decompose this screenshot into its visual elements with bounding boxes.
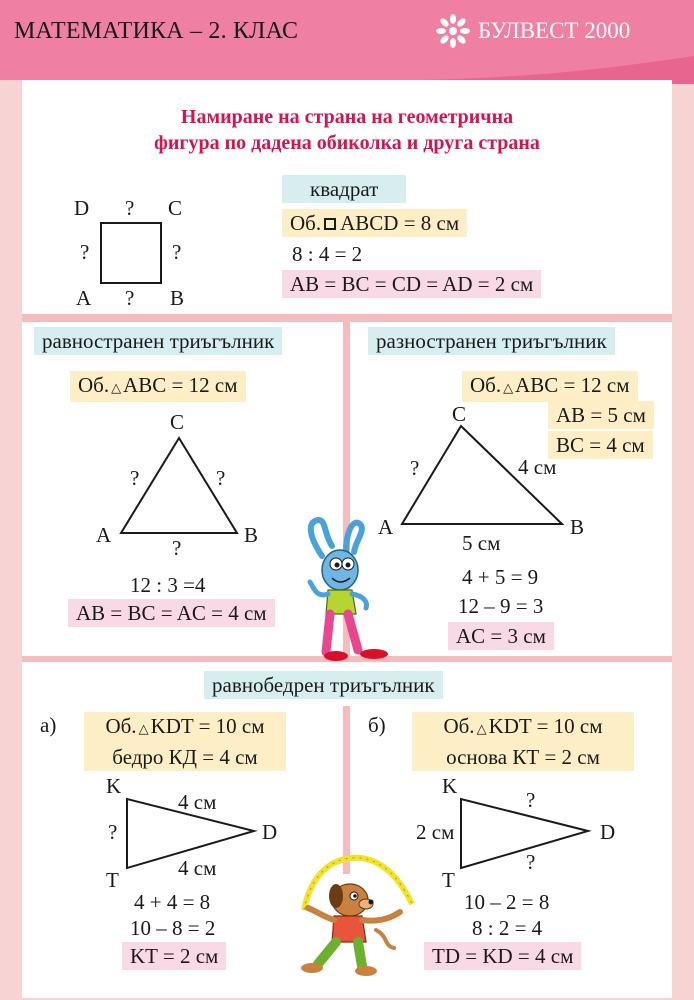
scalene-perimeter [462, 371, 638, 402]
vertex-c: C [452, 402, 467, 426]
vertex-t: T [442, 868, 455, 892]
vertex-d: D [74, 196, 90, 220]
part-b-marker: б) [368, 713, 386, 737]
isosceles-a-perimeter [84, 712, 286, 743]
isosceles-label: равнобедрен триъгълник [204, 671, 443, 699]
scalene-answer: AC = 3 см [448, 622, 554, 650]
vertex-c: C [170, 410, 185, 434]
unknown-kd: ? [526, 788, 536, 812]
equilateral-answer: AB = BC = AC = 4 см [68, 599, 275, 627]
scalene-given-ab: AB = 5 см [548, 401, 654, 429]
vertex-t: T [106, 868, 119, 892]
perimeter-abbr: Об. [105, 714, 137, 738]
unknown-right: ? [172, 240, 182, 264]
side-ab-length: 5 см [462, 531, 501, 555]
perimeter-value: ABCD = 8 см [340, 211, 460, 235]
equilateral-calc: 12 : 3 =4 [130, 573, 206, 597]
unknown-ac: ? [410, 456, 420, 480]
isosceles-a-leg: бедро КД = 4 см [112, 745, 258, 769]
isosceles-b-perimeter [412, 712, 634, 743]
square-figure [100, 222, 162, 284]
vertex-k: K [442, 774, 458, 798]
isosceles-b-given [412, 712, 634, 771]
isosceles-a-answer: KT = 2 см [122, 942, 226, 970]
vertex-d: D [600, 820, 616, 844]
side-bc-length: 4 см [518, 455, 557, 479]
vertex-a: A [378, 515, 394, 539]
perimeter-abbr: Об. [78, 373, 110, 397]
triangle-icon: △ [503, 380, 514, 395]
triangle-icon: △ [476, 721, 487, 736]
scalene-label: разностранен триъгълник [368, 327, 615, 355]
isosceles-a-calc-1: 4 + 4 = 8 [134, 890, 211, 914]
isosceles-b-calc-1: 10 – 2 = 8 [464, 890, 550, 914]
perimeter-value: ABC = 12 см [515, 373, 630, 397]
unknown-kt: ? [108, 820, 118, 844]
vertex-b: B [170, 286, 185, 310]
vertex-a: A [76, 286, 92, 310]
publisher-name: БУЛВЕСТ 2000 [478, 18, 631, 43]
divider-vertical-lower [343, 706, 350, 874]
side-kt-length: 2 см [416, 820, 455, 844]
triangle-icon: △ [138, 721, 149, 736]
perimeter-abbr: Об. [470, 373, 502, 397]
unknown-left: ? [130, 466, 140, 490]
main-title-line-2: фигура по дадена обиколка и друга страна [154, 132, 540, 154]
unknown-left: ? [80, 240, 90, 264]
publisher-logo-icon [436, 14, 470, 48]
scalene-given-bc: BC = 4 см [548, 431, 653, 459]
divider-top [22, 314, 672, 322]
unknown-right: ? [216, 466, 226, 490]
vertex-b: B [244, 523, 259, 547]
scalene-calc-2: 12 – 9 = 3 [458, 594, 544, 618]
square-label: квадрат [282, 175, 406, 203]
side-td-length: 4 см [178, 856, 217, 880]
vertex-k: K [106, 774, 122, 798]
square-perimeter [282, 209, 467, 237]
part-a-marker: а) [40, 713, 57, 737]
vertex-b: B [570, 515, 585, 539]
perimeter-abbr: Об. [443, 714, 475, 738]
isosceles-b-calc-2: 8 : 2 = 4 [472, 916, 543, 940]
square-calc: 8 : 4 = 2 [292, 242, 363, 266]
isosceles-a-given [84, 712, 286, 771]
vertex-c: C [168, 196, 183, 220]
side-kd-length: 4 см [178, 790, 217, 814]
vertex-a: A [96, 523, 112, 547]
equilateral-label: равностранен триъгълник [34, 327, 282, 355]
main-title-line-1: Намиране на страна на геометрична [180, 106, 514, 128]
dog-mascot-illustration [296, 850, 426, 980]
small-square-icon [324, 218, 336, 230]
unknown-td: ? [526, 850, 536, 874]
subject-title: МАТЕМАТИКА – 2. КЛАС [14, 18, 299, 44]
perimeter-value: ABC = 12 см [123, 373, 238, 397]
triangle-icon: △ [111, 380, 122, 395]
main-title [60, 104, 634, 156]
isosceles-b-triangle-figure [458, 796, 592, 872]
perimeter-value: KDT = 10 см [150, 714, 265, 738]
perimeter-abbr: Об. [290, 211, 322, 235]
isosceles-a-calc-2: 10 – 8 = 2 [130, 916, 216, 940]
alien-mascot-illustration [296, 516, 400, 664]
unknown-bottom: ? [172, 536, 182, 560]
unknown-top: ? [125, 196, 135, 220]
vertex-d: D [262, 820, 278, 844]
square-answer: AB = BC = CD = AD = 2 см [282, 270, 541, 298]
equilateral-perimeter [70, 371, 246, 402]
isosceles-b-base: основа КТ = 2 см [446, 745, 600, 769]
perimeter-value: KDT = 10 см [488, 714, 603, 738]
isosceles-b-answer: TD = KD = 4 см [424, 942, 581, 970]
scalene-calc-1: 4 + 5 = 9 [462, 565, 539, 589]
unknown-bottom: ? [125, 286, 135, 310]
